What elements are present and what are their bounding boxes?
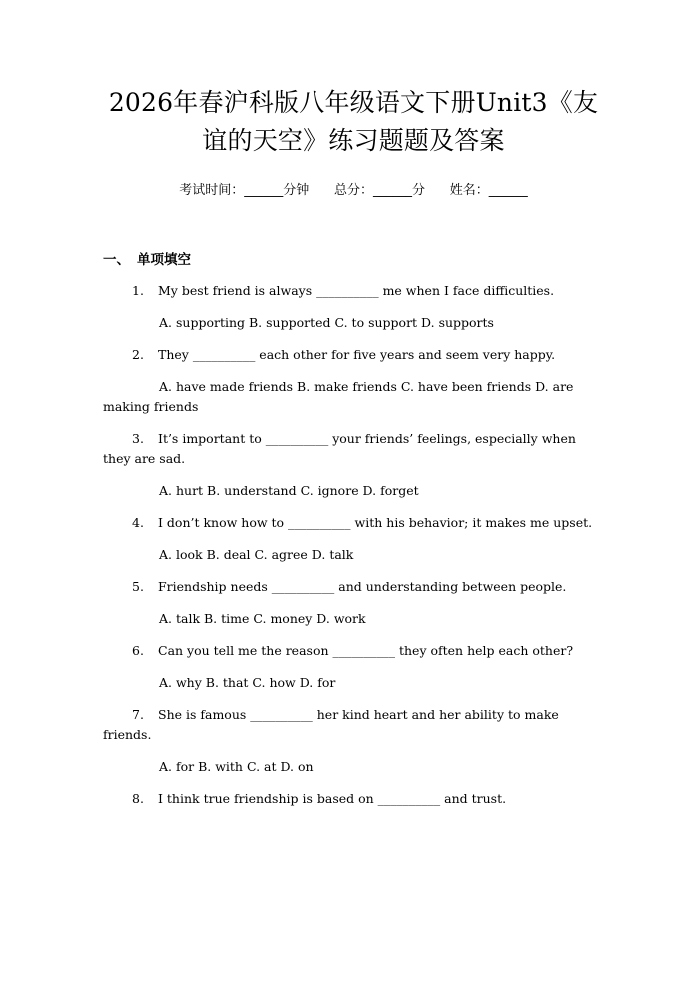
question-text: My best friend is always __________ me when I face difficulties.: [158, 283, 555, 298]
exam-page: [0, 84, 700, 989]
document-title: 2026年春沪科版八年级语文下册Unit3《友谊的天空》练习题题及答案: [108, 88, 599, 155]
question-5: [103, 577, 604, 597]
question-number: 2.: [132, 347, 144, 362]
question-7: [103, 705, 604, 745]
question-text: I don’t know how to __________ with his behavior; it makes me upset.: [158, 515, 593, 530]
question-number: 5.: [132, 579, 144, 594]
question-text: They __________ each other for five years and seem very happy.: [158, 347, 556, 362]
question-8: [103, 789, 604, 809]
question-5-options: A. talk B. time C. money D. work: [159, 611, 366, 626]
question-1-options: A. supporting B. supported C. to support D. supports: [159, 315, 494, 330]
question-6: [103, 641, 604, 661]
question-text: I think true friendship is based on __________ and trust.: [158, 791, 507, 806]
question-number: 8.: [132, 791, 144, 806]
question-text: It’s important to __________ your friends’ feelings, especially when they are sad.: [103, 431, 580, 466]
question-4: [103, 513, 604, 533]
question-text: Can you tell me the reason __________ they often help each other?: [158, 643, 574, 658]
question-2: [103, 345, 604, 365]
question-number: 3.: [132, 431, 144, 446]
question-2-options: A. have made friends B. make friends C. have been friends D. are making friends: [103, 379, 578, 414]
section-number: 一、: [103, 252, 130, 268]
question-3-options: A. hurt B. understand C. ignore D. forget: [159, 483, 419, 498]
question-list: [103, 281, 604, 809]
question-number: 1.: [132, 283, 144, 298]
question-text: She is famous __________ her kind heart and her ability to make friends.: [103, 707, 563, 742]
question-7-options: A. for B. with C. at D. on: [159, 759, 314, 774]
question-number: 4.: [132, 515, 144, 530]
exam-meta: 考试时间：______分钟 总分：______分 姓名：______: [179, 183, 528, 198]
question-number: 7.: [132, 707, 144, 722]
question-6-options: A. why B. that C. how D. for: [159, 675, 336, 690]
section-title: 单项填空: [137, 252, 191, 268]
question-3: [103, 429, 604, 469]
question-number: 6.: [132, 643, 144, 658]
question-text: Friendship needs __________ and understanding between people.: [158, 579, 567, 594]
question-4-options: A. look B. deal C. agree D. talk: [159, 547, 354, 562]
question-1: [103, 281, 604, 301]
section-heading: [103, 250, 604, 270]
